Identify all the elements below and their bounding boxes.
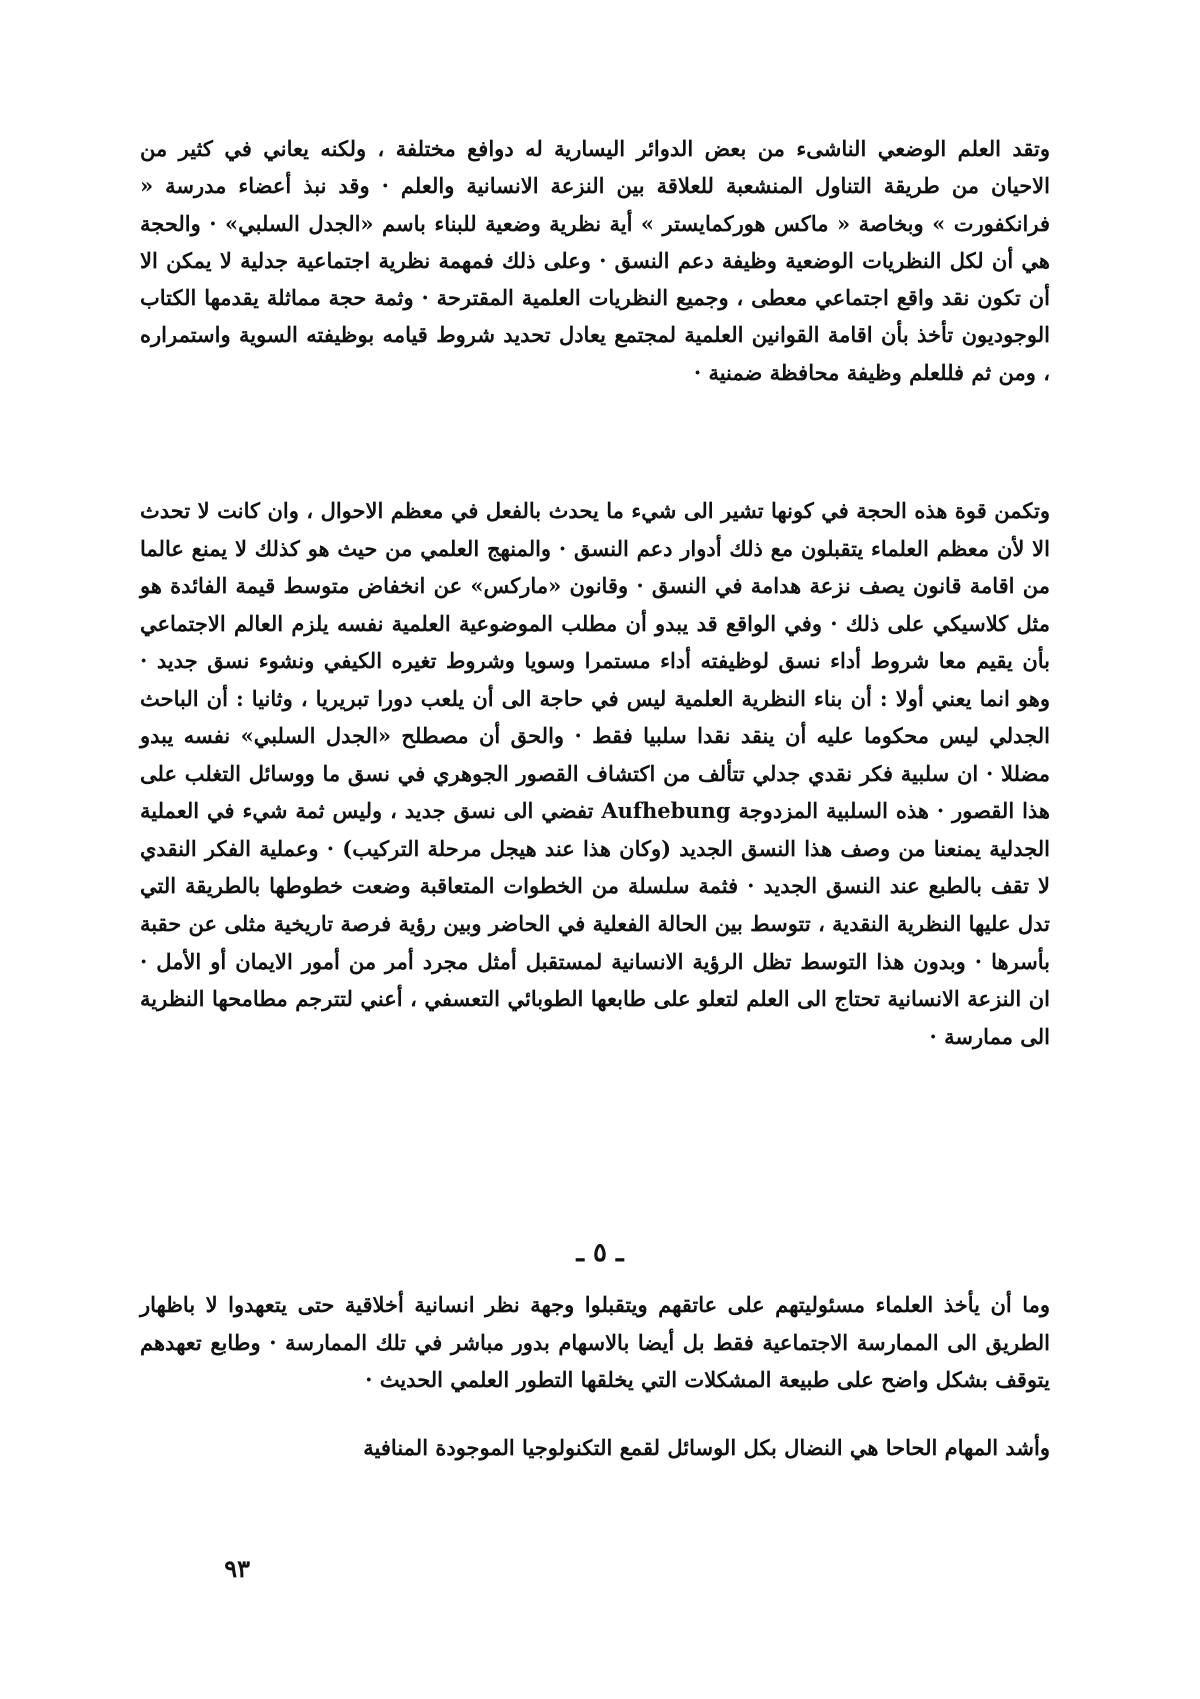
section-number: ـ ٥ ـ bbox=[576, 1238, 624, 1268]
paragraph-positivism-critique: وتقد العلم الوضعي الناشىء من بعض الدوائر اليسارية له دوافع مختلفة ، ولكنه يعاني في كثير من الاحيان من طريقة التناول المنشعبة للعلاقة بين النزعة الانسانية والعلم · وقد نبذ أعضاء مدرسة « فرانكفورت » وبخاصة « ماكس هوركمايستر » أية نظرية وضعية للبناء باسم «الجدل السلبي» · والحجة هي أن لكل النظريات الوضعية وظيفة دعم النسق · وعلى ذلك فمهمة نظرية اجتماعية جدلية لا يمكن الا أن تكون نقد واقع اجتماعي معطى ، وجميع النظريات العلمية المقترحة · وثمة حجة مماثلة يقدمها الكتاب الوجوديون تأخذ بأن اقامة القوانين العلمية لمجتمع يعادل تحديد شروط قيامه بوظيفته السوية واستمراره ، ومن ثم فللعلم وظيفة محافظة ضمنية · bbox=[140, 136, 1050, 385]
paragraph-argument-strength: وتكمن قوة هذه الحجة في كونها تشير الى شيء ما يحدث بالفعل في معظم الاحوال ، وان كانت لا تحدث الا لأن معظم العلماء يتقبلون مع ذلك أدوار دعم النسق · والمنهج العلمي من حيث هو كذلك لا يمنع عالما من اقامة قانون يصف نزعة هدامة في النسق · وقانون «ماركس» عن انخفاض متوسط قيمة الفائدة هو مثل كلاسيكي على ذلك · وفي الواقع قد يبدو أن مطلب الموضوعية العلمية نفسه يلزم العالم الاجتماعي بأن يقيم معا شروط أداء نسق لوظيفته أداء مستمرا وسويا وشروط تغيره الكيفي ونشوء نسق جديد · وهو انما يعني أولا : أن بناء النظرية العلمية ليس في حاجة الى أن يلعب دورا تبريريا ، وثانيا : أن الباحث الجدلي ليس محكوما عليه أن ينقد نقدا سلبيا فقط · والحق أن مصطلح «الجدل السلبي» نفسه يبدو مضللا · ان سلبية فكر نقدي جدلي تتألف من اكتشاف القصور الجوهري في نسق ما ووسائل التغلب على هذا القصور · هذه السلبية المزدوجة Aufhebung تفضي الى نسق جديد ، وليس ثمة شيء في العملية الجدلية يمنعنا من وصف هذا النسق الجديد (وكان هذا عند هيجل مرحلة التركيب) · وعملية الفكر النقدي لا تقف بالطبع عند النسق الجديد · فثمة سلسلة من الخطوات المتعاقبة وضعت خطوطها بالطريقة التي تدل عليها النظرية النقدية ، تتوسط بين الحالة الفعلية في الحاضر وبين رؤية فرصة تاريخية مثلى عن حقبة بأسرها · وبدون هذا التوسط تظل الرؤية الانسانية لمستقبل أمثل مجرد أمر من أمور الايمان أو الأمل · ان النزعة الانسانية تحتاج الى العلم لتعلو على طابعها الطوبائي التعسفي ، أعني لتترجم مطامحها النظرية الى ممارسة · bbox=[140, 498, 1051, 1049]
paragraph-urgent-tasks: وأشد المهام الحاحا هي النضال بكل الوسائل لقمع التكنولوجيا الموجودة المنافية bbox=[363, 1435, 1050, 1460]
page-number: ٩٣ bbox=[224, 1554, 250, 1583]
paragraph-scientists-responsibility: وما أن يأخذ العلماء مسئوليتهم على عاتقهم ويتقبلوا وجهة نظر انسانية أخلاقية حتى يتعهدوا لا باظهار الطريق الى الممارسة الاجتماعية فقط بل أيضا بالاسهام بدور مباشر في تلك الممارسة · وطابع تعهدهم يتوقف بشكل واضح على طبيعة المشكلات التي يخلقها التطور العلمي الحديث · bbox=[140, 1292, 1050, 1393]
